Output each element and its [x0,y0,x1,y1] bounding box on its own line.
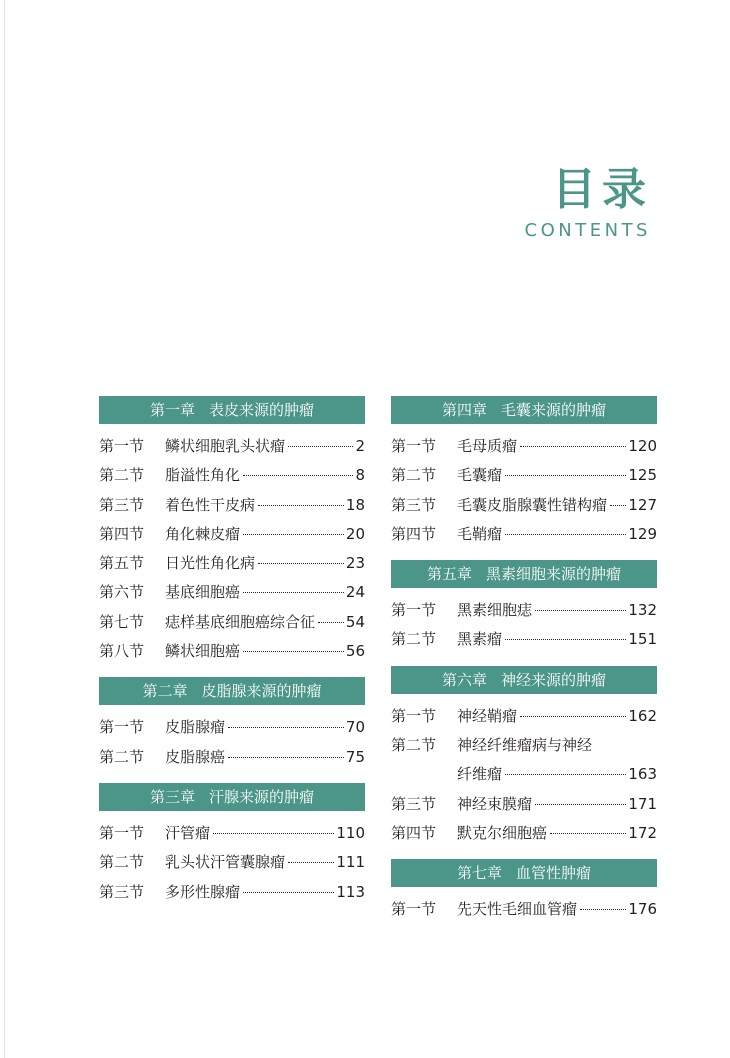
page-number: 163 [628,765,657,784]
section-title: 基底细胞癌 [165,583,241,602]
section-title: 神经鞘瘤 [457,706,518,725]
section-number: 第一节 [99,718,145,737]
dot-leader [243,516,344,535]
chapter-name: 血管性肿瘤 [516,864,592,883]
toc-entry[interactable] [391,702,657,731]
section-number: 第二节 [391,466,437,485]
section-number: 第三节 [391,495,437,514]
chapter-name: 黑素细胞来源的肿瘤 [486,565,622,584]
chapter-number: 第六章 [441,670,487,689]
section-title: 多形性腺瘤 [165,882,241,901]
toc-entry[interactable] [391,819,657,848]
dot-leader [228,739,344,758]
chapter-5 [391,560,657,655]
page-number: 151 [628,630,657,649]
section-title: 毛囊瘤 [457,466,503,485]
chapter-name: 汗腺来源的肿瘤 [209,787,315,806]
toc-entry[interactable] [99,637,365,666]
chapter-name: 表皮来源的肿瘤 [209,401,315,419]
dot-leader [535,786,626,805]
page-number: 18 [345,495,365,514]
section-number: 第六节 [99,583,145,602]
section-number: 第四节 [391,524,437,543]
section-title: 皮脂腺瘤 [165,718,226,737]
toc-entry[interactable] [391,625,657,654]
section-number: 第七节 [99,612,145,631]
section-number: 第四节 [391,823,437,842]
chapter-number: 第五章 [426,565,472,584]
chapter-4 [391,396,657,549]
section-title: 乳头状汗管囊腺瘤 [165,853,286,872]
page-number: 129 [628,524,657,543]
toc-column-right [391,396,657,936]
page-number: 70 [345,718,365,737]
page-number: 111 [336,853,365,872]
section-title: 神经束膜瘤 [457,794,533,813]
dot-leader [505,756,626,775]
chapter-heading[interactable] [99,396,365,424]
dot-leader [505,457,626,476]
page-number: 120 [628,437,657,455]
toc-column-left [99,396,365,918]
page-number: 8 [355,466,365,485]
section-number: 第三节 [99,495,145,514]
dot-leader [258,545,344,564]
section-title: 先天性毛细血管瘤 [457,900,578,919]
section-number: 第二节 [391,630,437,649]
page-number: 176 [628,900,657,919]
section-number: 第一节 [99,437,145,455]
section-list [99,819,365,907]
section-number: 第八节 [99,642,145,661]
chapter-heading[interactable] [99,677,365,705]
dot-leader [213,815,334,834]
chapter-name: 毛囊来源的肿瘤 [501,401,607,419]
section-title: 毛鞘瘤 [457,524,503,543]
page-number: 75 [345,747,365,766]
page-number: 2 [355,437,365,455]
section-number: 第二节 [391,736,437,755]
section-number: 第二节 [99,466,145,485]
chapter-2 [99,677,365,772]
section-list [391,596,657,655]
toc-entry[interactable] [99,878,365,907]
section-list [391,702,657,848]
section-title: 痣样基底细胞癌综合征 [165,612,316,631]
page-number: 162 [628,706,657,725]
section-title: 鳞状细胞癌 [165,642,241,661]
chapter-7 [391,859,657,924]
section-number: 第一节 [391,601,437,620]
dot-leader [550,815,626,834]
page-number: 125 [628,466,657,485]
section-title: 神经纤维瘤病与神经 [457,736,593,755]
page-number: 54 [345,612,365,631]
section-list [99,432,365,666]
toc-entry[interactable] [99,743,365,772]
toc-entry[interactable] [391,731,657,790]
toc-entry[interactable] [391,520,657,549]
dot-leader [288,428,353,447]
section-title: 日光性角化病 [165,554,256,573]
page-number: 20 [345,524,365,543]
section-list [391,895,657,924]
section-number: 第一节 [391,900,437,919]
section-number: 第一节 [391,706,437,725]
dot-leader [228,709,344,728]
section-number: 第一节 [391,437,437,455]
page-number: 172 [628,823,657,842]
page-number: 24 [345,583,365,602]
section-title: 鳞状细胞乳头状瘤 [165,437,286,455]
section-title: 脂溢性角化 [165,466,241,485]
dot-leader [288,844,334,863]
chapter-number: 第二章 [142,682,188,701]
chapter-name: 神经来源的肿瘤 [501,670,607,689]
section-title: 着色性干皮病 [165,495,256,514]
section-title: 角化棘皮瘤 [165,524,241,543]
dot-leader [505,516,626,535]
chapter-heading[interactable] [391,396,657,424]
section-number: 第四节 [99,524,145,543]
section-number: 第三节 [99,882,145,901]
page-number: 171 [628,794,657,813]
section-number: 第二节 [99,853,145,872]
chapter-1 [99,396,365,666]
dot-leader [258,487,344,506]
chapter-number: 第七章 [456,864,502,883]
section-title: 汗管瘤 [165,823,211,842]
chapter-number: 第一章 [149,401,195,419]
dot-leader [535,592,626,611]
dot-leader [505,621,626,640]
chapter-heading[interactable] [391,666,657,694]
dot-leader [243,457,353,476]
section-list [391,432,657,549]
section-number: 第五节 [99,554,145,573]
section-title: 黑素细胞痣 [457,601,533,620]
section-number: 第一节 [99,823,145,842]
dot-leader [580,891,626,910]
section-number: 第二节 [99,747,145,766]
dot-leader [520,428,626,447]
chapter-3 [99,783,365,907]
page-number: 132 [628,601,657,620]
section-list [99,713,365,772]
page-title: 目录 [552,164,652,215]
section-title: 黑素瘤 [457,630,503,649]
dot-leader [318,604,344,623]
chapter-number: 第四章 [441,401,487,419]
chapter-number: 第三章 [149,787,195,806]
chapter-heading[interactable] [99,783,365,811]
section-title-continued: 纤维瘤 [457,765,503,784]
page-number: 113 [336,882,365,901]
chapter-6 [391,666,657,848]
chapter-name: 皮脂腺来源的肿瘤 [201,682,322,701]
dot-leader [520,698,626,717]
section-title: 皮脂腺癌 [165,747,226,766]
dot-leader [243,574,344,593]
page-number: 23 [345,554,365,573]
section-title: 毛囊皮脂腺囊性错构瘤 [457,495,608,514]
page-number: 127 [628,495,657,514]
section-title: 毛母质瘤 [457,437,518,455]
page-subtitle: CONTENTS [524,220,651,241]
page-number: 110 [336,823,365,842]
dot-leader [610,487,626,506]
section-title: 默克尔细胞癌 [457,823,548,842]
chapter-heading[interactable] [391,859,657,887]
chapter-heading[interactable] [391,560,657,588]
dot-leader [243,633,344,652]
section-number: 第三节 [391,794,437,813]
dot-leader [243,874,334,893]
toc-entry[interactable] [391,895,657,924]
page-number: 56 [345,642,365,661]
